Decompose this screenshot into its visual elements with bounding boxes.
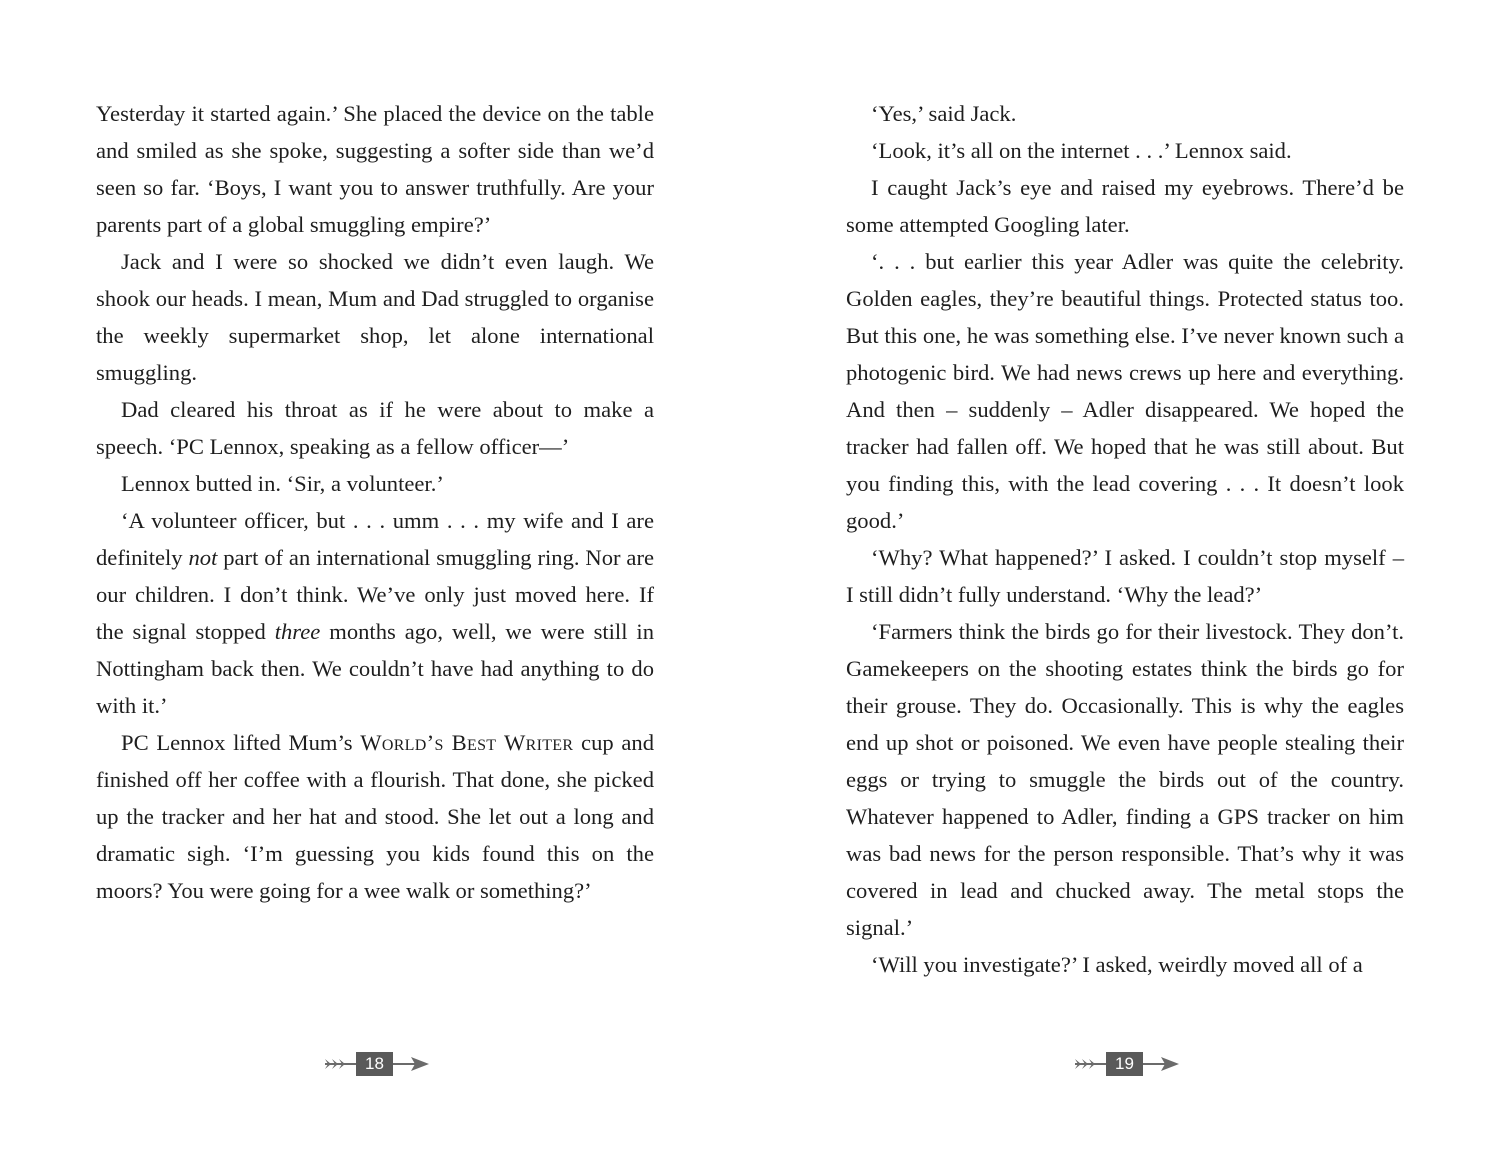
paragraph [846,95,1404,132]
italic-text: three [274,619,321,644]
text-run: ‘Farmers think the birds go for their livestock. They don’t. Gamekeepers on the shooting estates think the birds go for their grouse. They do. Occasionally. This is why the eagles end up shot or poisoned. We even have people stealing their eggs or trying to smuggle the birds out of the country. Whatever happened to Adler, finding a GPS tracker on him was bad news for the person responsible. That’s why it was covered in lead and chucked away. The metal stops the signal.’ [846,619,1404,940]
text-run: ‘. . . but earlier this year Adler was quite the celebrity. Golden eagles, they’re beautiful things. Protected status too. But this one, he was something else. I’ve never known such a photogenic bird. We had news crews up here and everything. And then – suddenly – Adler disappeared. We hoped the tracker had fallen off. We hoped that he was still about. But you finding this, with the lead covering . . . It doesn’t look good.’ [846,249,1404,533]
small-caps-text: World’s Best Writer [360,730,574,755]
left-page [96,95,654,909]
paragraph [846,243,1404,539]
paragraph [96,391,654,465]
paragraph [846,613,1404,946]
text-run: Jack and I were so shocked we didn’t even laugh. We shook our heads. I mean, Mum and Dad struggled to organise the weekly supermarket shop, let alone international smuggling. [96,249,654,385]
text-run: ‘Look, it’s all on the internet . . .’ Lennox said. [871,138,1292,163]
text-run: ‘Why? What happened?’ I asked. I couldn’t stop myself – I still didn’t fully understand. ‘Why the lead?’ [846,545,1404,607]
paragraph [96,95,654,243]
text-run: ‘Will you investigate?’ I asked, weirdly moved all of a [871,952,1363,977]
right-page [846,95,1404,983]
right-page-text [846,95,1404,983]
page-number: 19 [1115,1054,1134,1073]
left-page-text [96,95,654,909]
text-run: months ago, well, we were still in Nottingham back then. We couldn’t have had anything to do with it.’ [96,619,654,718]
text-run: Yesterday it started again.’ She placed the device on the table and smiled as she spoke, suggesting a softer side than we’d seen so far. ‘Boys, I want you to answer truthfully. Are your parents part of a global smuggling empire?’ [96,101,654,237]
paragraph [96,243,654,391]
page-number-ornament [321,1049,431,1079]
text-run: cup and finished off her coffee with a flourish. That done, she picked up the tracker and her hat and stood. She let out a long and dramatic sigh. ‘I’m guessing you kids found this on the moors? You were going for a wee walk or something?’ [96,730,655,903]
paragraph [846,169,1404,243]
text-run: ‘Yes,’ said Jack. [871,101,1017,126]
paragraph [846,539,1404,613]
page-number: 18 [365,1054,384,1073]
page-number-ornament [1071,1049,1181,1079]
text-run: Lennox butted in. ‘Sir, a volunteer.’ [121,471,444,496]
italic-text: not [188,545,218,570]
paragraph [846,132,1404,169]
paragraph [96,502,654,724]
text-run: PC Lennox lifted Mum’s [121,730,361,755]
paragraph [96,465,654,502]
text-run: part of an international smuggling ring. Nor are our children. I don’t think. We’ve only just moved here. If the signal stopped [96,545,654,644]
text-run: ‘A volunteer officer, but . . . umm . . . my wife and I are definitely [96,508,654,570]
paragraph [96,724,654,909]
text-run: I caught Jack’s eye and raised my eyebrows. There’d be some attempted Googling later. [846,175,1404,237]
paragraph [846,946,1404,983]
text-run: Dad cleared his throat as if he were about to make a speech. ‘PC Lennox, speaking as a fellow officer—’ [96,397,654,459]
